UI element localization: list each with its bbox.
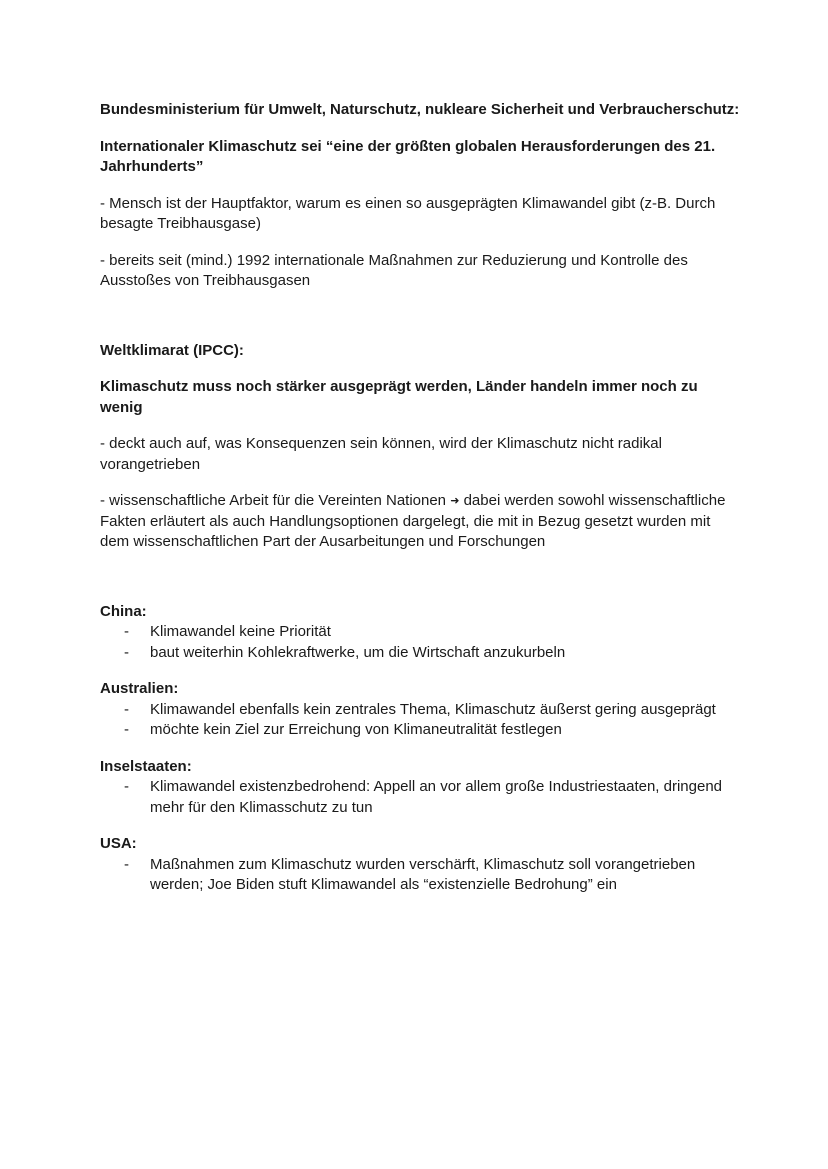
- australia-heading: Australien:: [100, 680, 179, 697]
- dash-bullet: -: [124, 700, 129, 718]
- australia-list: [100, 700, 740, 741]
- list-item-text: Maßnahmen zum Klimaschutz wurden verschärft, Klimaschutz soll vorangetrieben werden; Joe Biden stuft Klimawandel als “existenzielle Bedrohung” ein: [150, 855, 696, 893]
- dash-bullet: -: [124, 643, 129, 661]
- list-item-text: Klimawandel ebenfalls kein zentrales Thema, Klimaschutz äußerst gering ausgeprägt: [150, 700, 716, 718]
- document-page: [100, 100, 740, 896]
- ipcc-subheading: Klimaschutz muss noch stärker ausgeprägt werden, Länder handeln immer noch zu wenig: [100, 378, 698, 416]
- dash-bullet: -: [124, 623, 129, 640]
- ipcc-point-1: - deckt auch auf, was Konsequenzen sein können, wird der Klimaschutz nicht radikal vorangetrieben: [100, 435, 662, 473]
- list-item: [100, 777, 740, 818]
- arrow-right-icon: ➜: [450, 495, 460, 507]
- dash-bullet: -: [124, 855, 129, 873]
- dash-bullet: -: [124, 778, 129, 795]
- islands-heading: Inselstaaten:: [100, 757, 192, 775]
- china-heading: China:: [100, 602, 147, 620]
- bmu-point-1: - Mensch ist der Hauptfaktor, warum es einen so ausgeprägten Klimawandel gibt (z-B. Durch besagte Treibhausgase): [100, 194, 716, 232]
- list-item-text: baut weiterhin Kohlekraftwerke, um die Wirtschaft anzukurbeln: [150, 643, 566, 661]
- ipcc-point-2-rest: dabei werden sowohl wissenschaftliche Fakten erläutert als auch Handlungsoptionen dargelegt, die mit in Bezug gesetzt wurden mit dem wissenschaftlichen Part der Ausarbeitungen und Forschungen: [100, 492, 726, 550]
- list-item: [100, 643, 740, 664]
- ipcc-point-2-start: - wissenschaftliche Arbeit für die Vereinten Nationen: [100, 492, 447, 509]
- list-item-text: möchte kein Ziel zur Erreichung von Klimaneutralität festlegen: [150, 721, 562, 738]
- dash-bullet: -: [124, 721, 129, 738]
- bmu-point-2: - bereits seit (mind.) 1992 internationale Maßnahmen zur Reduzierung und Kontrolle des Ausstoßes von Treibhausgasen: [100, 251, 688, 289]
- ipcc-heading: Weltklimarat (IPCC):: [100, 341, 244, 359]
- bmu-subheading: Internationaler Klimaschutz sei “eine der größten globalen Herausforderungen des 21. Jahrhunderts”: [100, 137, 716, 175]
- list-item: [100, 855, 740, 896]
- usa-heading: USA:: [100, 835, 137, 852]
- islands-list: [100, 777, 740, 818]
- china-list: [100, 622, 740, 663]
- ipcc-point-2: [100, 491, 740, 553]
- usa-list: [100, 855, 740, 896]
- list-item: [100, 700, 740, 721]
- list-item: [100, 622, 740, 643]
- list-item: [100, 720, 740, 741]
- list-item-text: Klimawandel existenzbedrohend: Appell an vor allem große Industriestaaten, dringend mehr für den Klimasschutz zu tun: [150, 778, 723, 816]
- bmu-heading: Bundesministerium für Umwelt, Naturschutz, nukleare Sicherheit und Verbraucherschutz:: [100, 101, 740, 118]
- list-item-text: Klimawandel keine Priorität: [150, 623, 331, 640]
